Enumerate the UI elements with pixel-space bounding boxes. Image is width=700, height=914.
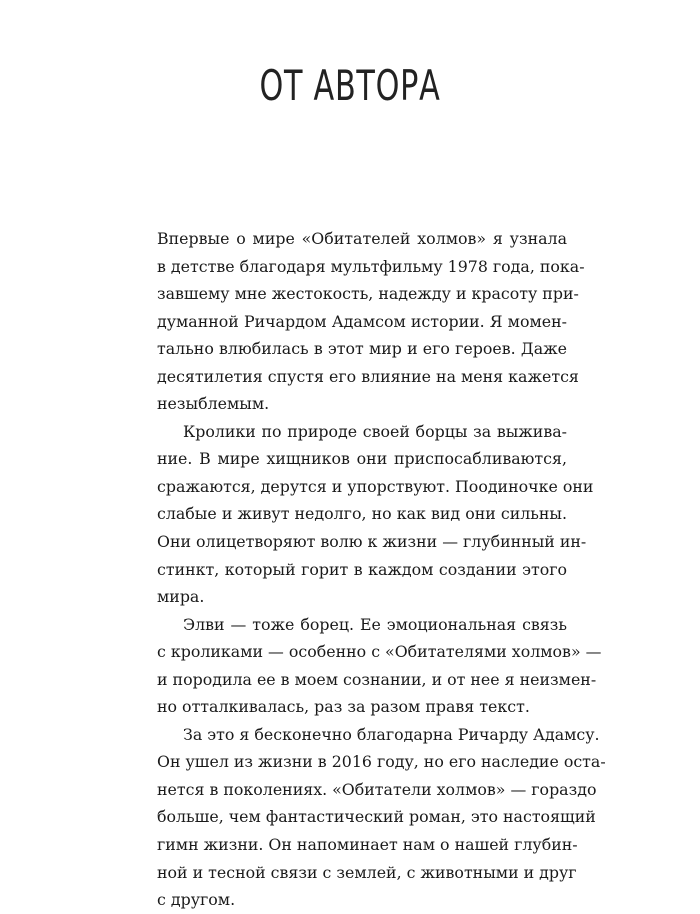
paragraph — [157, 418, 594, 611]
text-line: с другом. — [157, 890, 236, 910]
text-line: Он ушел из жизни в 2016 году, но его наследие оста- — [157, 752, 606, 772]
text-line: стинкт, который горит в каждом создании этого — [157, 559, 567, 579]
text-line: гимн жизни. Он напоминает нам о нашей глубин- — [157, 835, 578, 855]
text-line: мира. — [157, 587, 205, 607]
text-line: но отталкивалась, раз за разом правя текст. — [157, 697, 530, 717]
text-line: тально влюбилась в этот мир и его героев. Даже — [157, 339, 567, 359]
text-line: Кролики по природе своей борцы за выжива- — [183, 421, 567, 441]
text-line: Впервые о мире «Обитателей холмов» я узнала — [157, 229, 567, 248]
text-line: слабые и живут недолго, но как вид они сильны. — [157, 504, 567, 524]
paragraph — [157, 611, 602, 721]
text-line: завшему мне жестокость, надежду и красоту при- — [157, 284, 579, 304]
text-line: думанной Ричардом Адамсом истории. Я момен- — [157, 311, 567, 331]
text-line: незыблемым. — [157, 394, 270, 414]
text-line: нется в поколениях. «Обитатели холмов» — гораздо — [157, 779, 597, 799]
page-title: ОТ АВТОРА — [259, 61, 441, 110]
text-line: в детстве благодаря мультфильму 1978 года, пока- — [157, 256, 585, 276]
text-line: За это я бесконечно благодарна Ричарду Адамсу. — [183, 724, 600, 744]
paragraph — [157, 721, 606, 914]
text-line: Элви — тоже борец. Ее эмоциональная связь — [183, 614, 567, 634]
text-line: ной и тесной связи с землей, с животными и друг — [157, 862, 577, 882]
paragraph — [157, 225, 585, 418]
text-line: больше, чем фантастический роман, это настоящий — [157, 807, 596, 827]
text-line: Они олицетворяют волю к жизни — глубинный ин- — [157, 532, 587, 552]
text-line: сражаются, дерутся и упорствуют. Поодиночке они — [157, 476, 594, 496]
text-line: и породила ее в моем сознании, и от нее я неизмен- — [157, 669, 597, 689]
text-line: с кроликами — особенно с «Обитателями холмов» — — [157, 642, 602, 662]
text-line: ние. В мире хищников они приспосабливаются, — [157, 449, 567, 469]
body-text — [157, 225, 606, 914]
text-line: десятилетия спустя его влияние на меня кажется — [157, 366, 579, 386]
